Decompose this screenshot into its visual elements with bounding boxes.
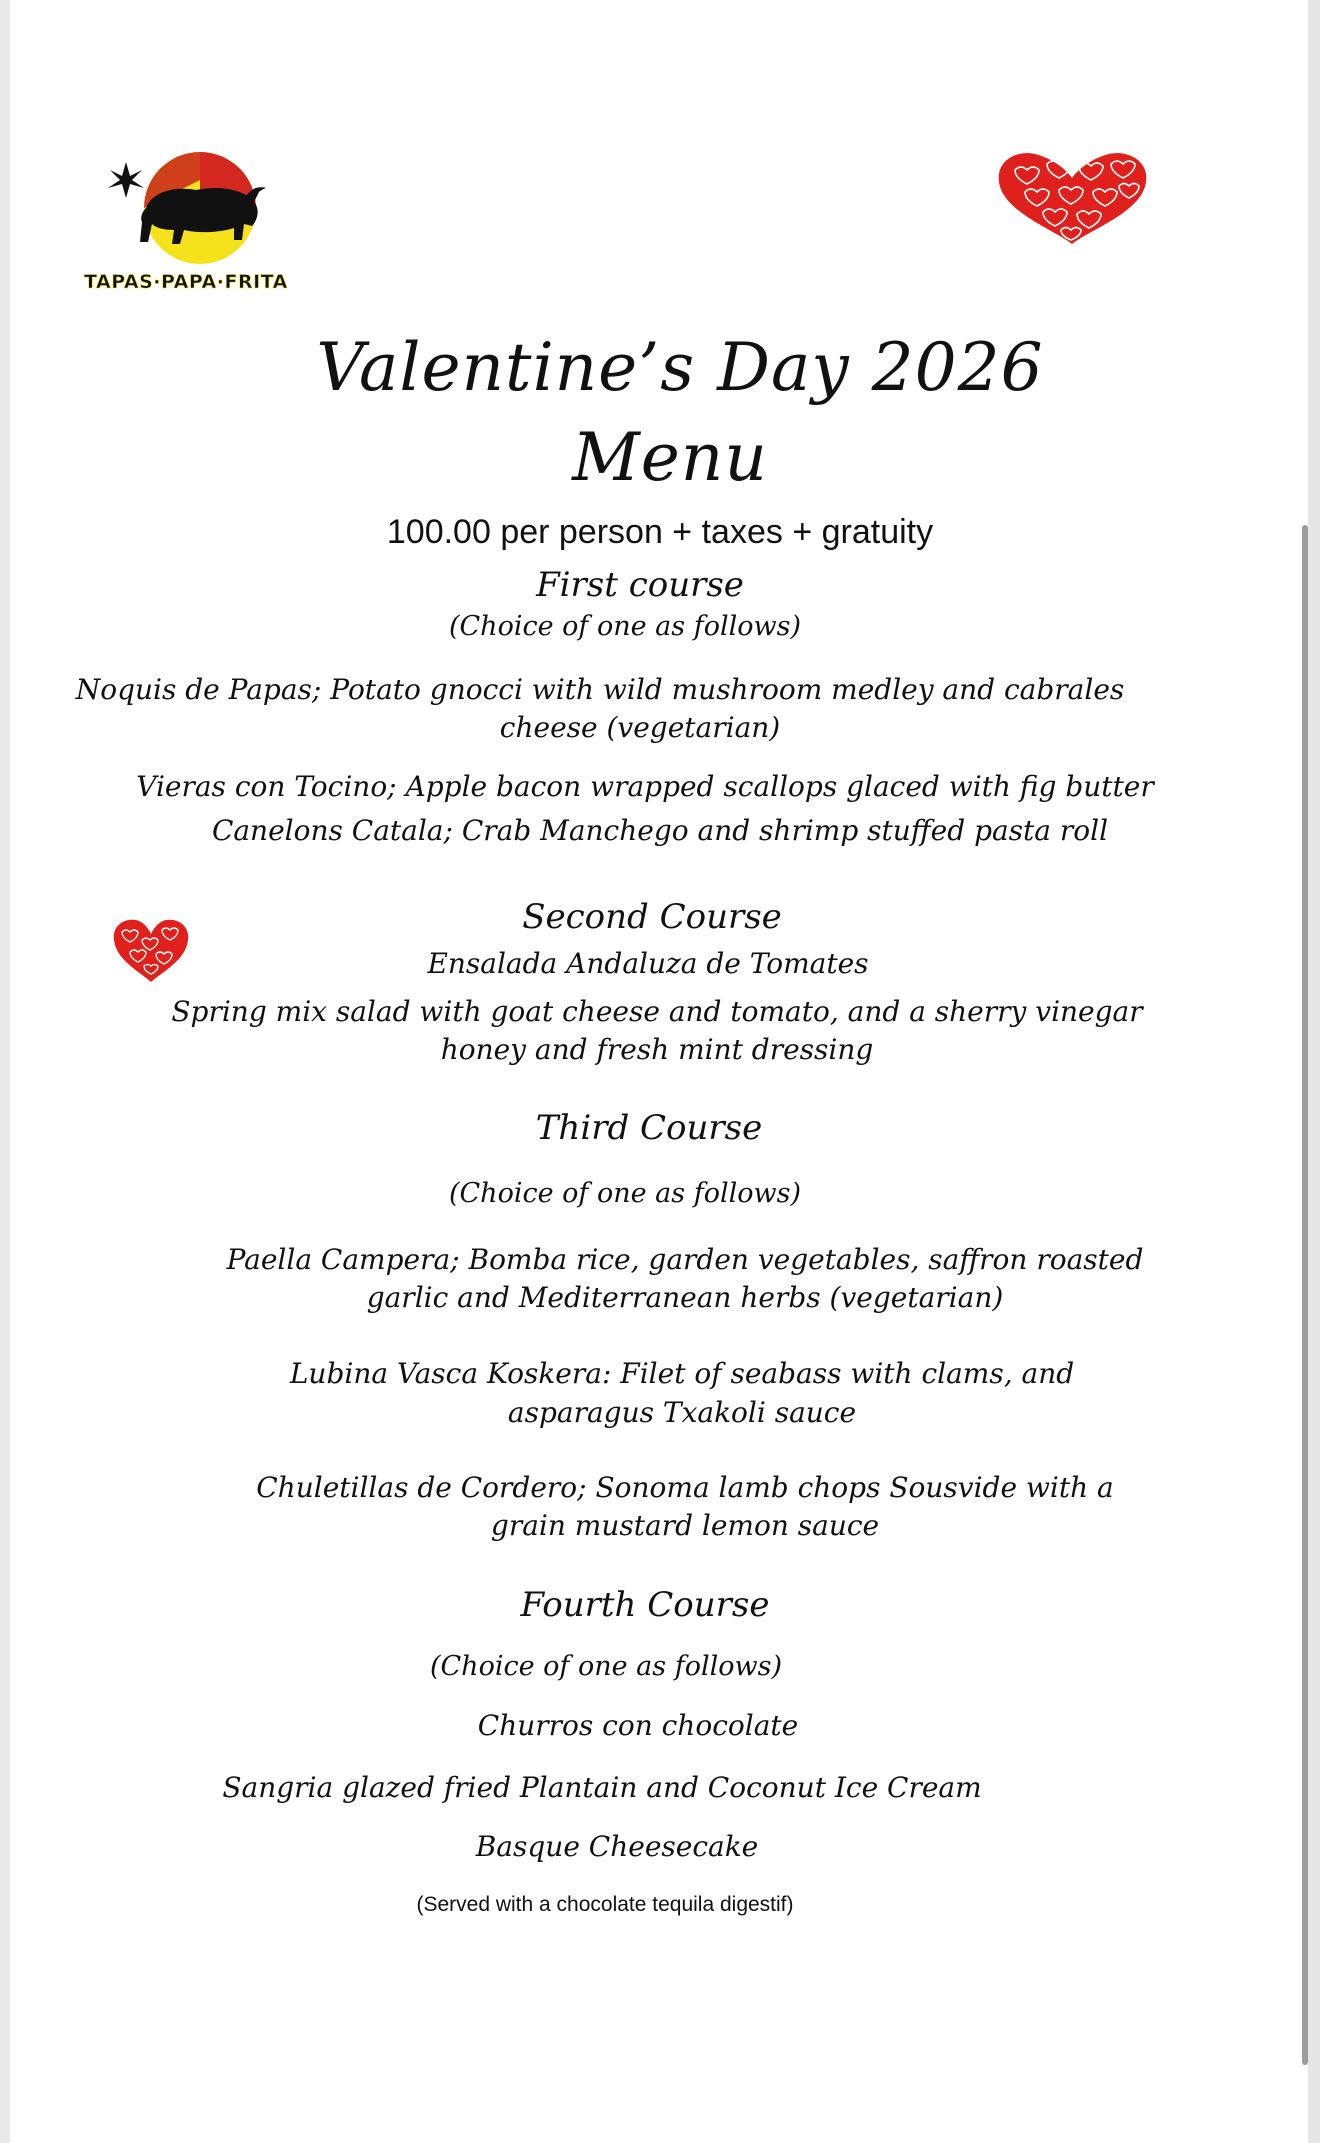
menu-title: Valentine’s Day 2026 [316, 329, 1044, 406]
menu-item-cheesecake: Basque Cheesecake [475, 1830, 759, 1863]
menu-item-plantain: Sangria glazed fried Plantain and Coconut Ice Cream [222, 1771, 982, 1804]
bull-sun-logo-icon [82, 150, 312, 300]
menu-item-paella: Paella Campera; Bomba rice, garden vegetables, saffron roasted [226, 1243, 1144, 1276]
heart-icon [995, 150, 1150, 246]
left-edge [0, 0, 10, 2143]
price-line: 100.00 per person + taxes + gratuity [386, 513, 934, 551]
menu-item-salad-cont: honey and fresh mint dressing [440, 1033, 874, 1066]
scrollbar[interactable] [1302, 525, 1308, 2065]
course-heading-first: First course [536, 565, 744, 605]
svg-text:TAPAS·PAPA·FRITA: TAPAS·PAPA·FRITA [84, 271, 288, 293]
course-subtitle-first: (Choice of one as follows) [448, 611, 801, 642]
menu-item-noquis-cont: cheese (vegetarian) [499, 711, 781, 744]
menu-item-lubina: Lubina Vasca Koskera: Filet of seabass with clams, and [289, 1357, 1075, 1390]
course-heading-third: Third Course [535, 1108, 763, 1148]
menu-title-subline: Menu [572, 419, 768, 496]
course-subtitle-fourth: (Choice of one as follows) [429, 1651, 782, 1682]
menu-item-canelons: Canelons Catala; Crab Manchego and shrimp stuffed pasta roll [211, 814, 1109, 847]
menu-item-noquis: Noquis de Papas; Potato gnocci with wild mushroom medley and cabrales [75, 673, 1125, 706]
menu-item-chuletillas: Chuletillas de Cordero; Sonoma lamb chops Sousvide with a [256, 1471, 1114, 1504]
menu-item-vieras: Vieras con Tocino; Apple bacon wrapped scallops glaced with fig butter [136, 770, 1154, 803]
digestif-note: (Served with a chocolate tequila digestif) [416, 1893, 794, 1916]
menu-item-chuletillas-cont: grain mustard lemon sauce [490, 1509, 880, 1542]
menu-item-lubina-cont: asparagus Txakoli sauce [507, 1396, 857, 1429]
right-edge [1308, 0, 1320, 2143]
menu-item-churros: Churros con chocolate [477, 1709, 799, 1742]
menu-page [10, 0, 1308, 2143]
menu-item-salad: Spring mix salad with goat cheese and tomato, and a sherry vinegar [171, 995, 1143, 1028]
course-subtitle-second: Ensalada Andaluza de Tomates [427, 947, 869, 980]
course-subtitle-third: (Choice of one as follows) [448, 1178, 801, 1209]
menu-item-paella-cont: garlic and Mediterranean herbs (vegetarian) [366, 1281, 1004, 1314]
course-heading-fourth: Fourth Course [520, 1585, 770, 1625]
course-heading-second: Second Course [522, 897, 782, 937]
